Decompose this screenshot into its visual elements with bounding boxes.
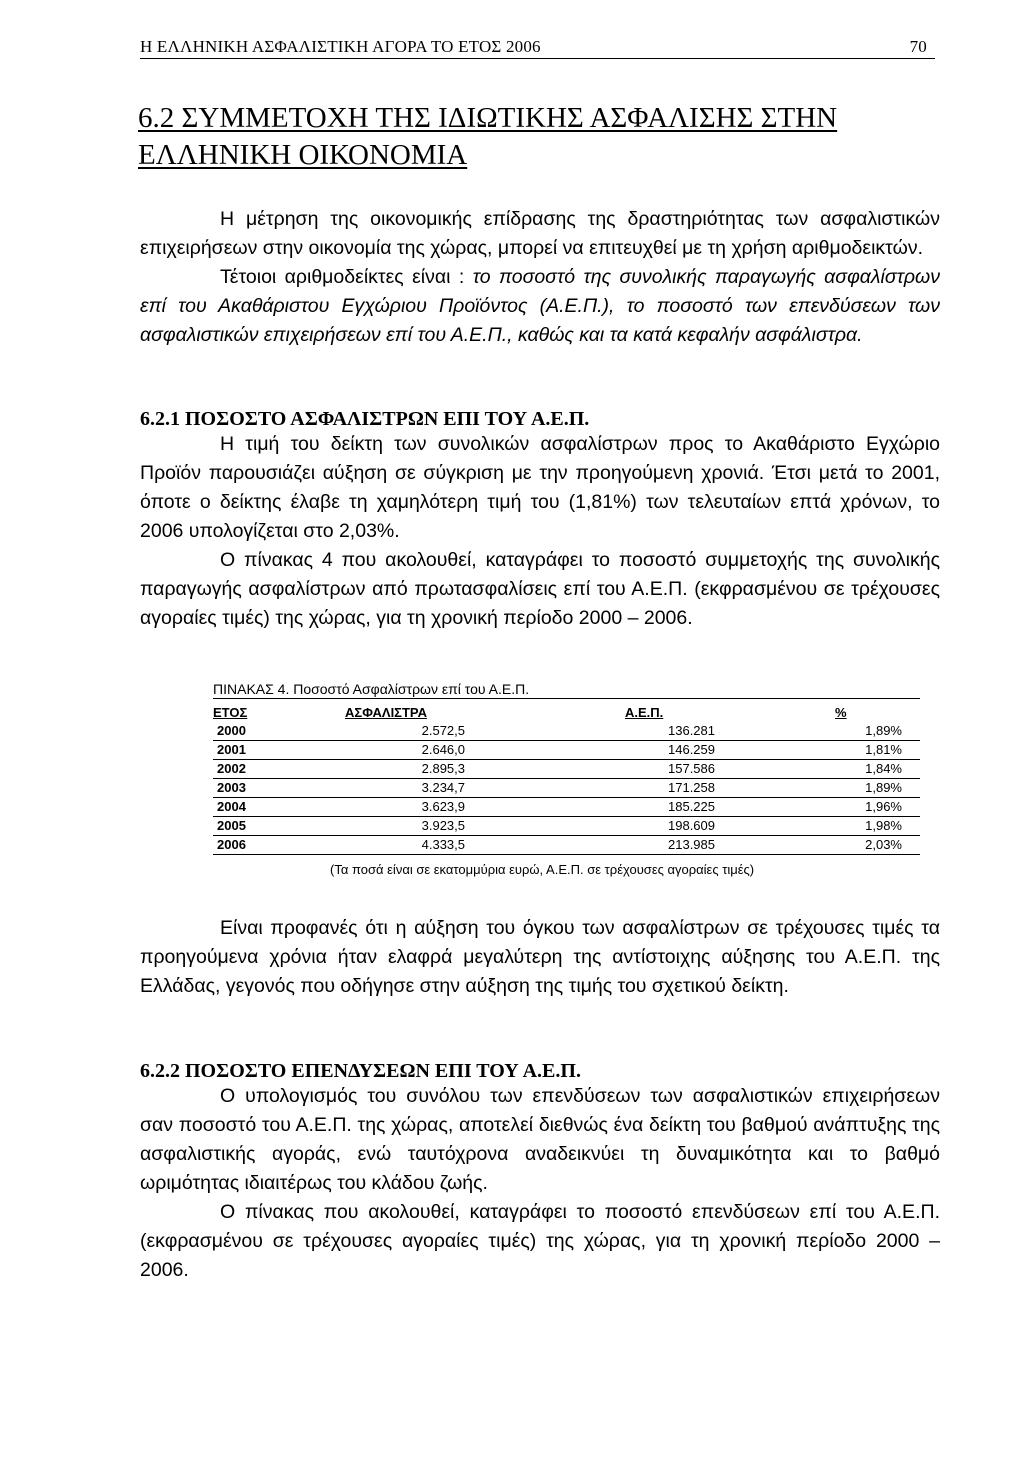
cell-premiums: 2.572,5	[295, 722, 465, 741]
cell-gdp: 171.258	[465, 779, 715, 798]
table-row	[213, 798, 920, 817]
cell-premiums: 3.923,5	[295, 817, 465, 836]
sub2-paragraph-2: Ο πίνακας που ακολουθεί, καταγράφει το ποσοστό επενδύσεων επί του Α.Ε.Π. (εκφρασμένου σε τρέχουσες αγοραίες τιμές) της χώρας, για τη χρονική περίοδο 2000 – 2006.	[140, 1201, 940, 1281]
cell-premiums: 3.623,9	[295, 798, 465, 817]
cell-percent: 1,81%	[715, 741, 920, 760]
cell-year: 2003	[213, 779, 295, 798]
cell-percent: 1,98%	[715, 817, 920, 836]
after-table-paragraph: Είναι προφανές ότι η αύξηση του όγκου των ασφαλίστρων σε τρέχουσες τιμές τα προηγούμενα χρόνια ήταν ελαφρά μεγαλύτερη της αντίστοιχης αύξησης του Α.Ε.Π. της Ελλάδας, γεγονός που οδήγησε στην αύξηση της τιμής του σχετικού δείκτη.	[140, 917, 940, 997]
col-header-year: ΕΤΟΣ	[213, 705, 248, 720]
cell-premiums: 3.234,7	[295, 779, 465, 798]
cell-premiums: 2.895,3	[295, 760, 465, 779]
cell-gdp: 185.225	[465, 798, 715, 817]
col-header-gdp: Α.Ε.Π.	[625, 705, 664, 720]
running-title: Η ΕΛΛΗΝΙΚΗ ΑΣΦΑΛΙΣΤΙΚΗ ΑΓΟΡΑ ΤΟ ΕΤΟΣ 2006	[140, 37, 541, 56]
sub2-block	[140, 1082, 940, 1285]
page-number: 70	[909, 37, 927, 56]
cell-year: 2006	[213, 836, 295, 855]
section-title: 6.2 ΣΥΜΜΕΤΟΧΗ ΤΗΣ ΙΔΙΩΤΙΚΗΣ ΑΣΦΑΛΙΣΗΣ ΣΤΗΝ ΕΛΛΗΝΙΚΗ ΟΙΚΟΝΟΜΙΑ	[138, 102, 838, 171]
running-header	[140, 36, 935, 59]
sub1-paragraph-2: Ο πίνακας 4 που ακολουθεί, καταγράφει το ποσοστό συμμετοχής της συνολικής παραγωγής ασφαλίστρων από πρωτασφαλίσεις επί του Α.Ε.Π. (εκφρασμένου σε τρέχουσες αγοραίες τιμές) της χώρας, για τη χρονική περίοδο 2000 – 2006.	[140, 549, 940, 629]
cell-percent: 1,84%	[715, 760, 920, 779]
cell-year: 2005	[213, 817, 295, 836]
table-row	[213, 779, 920, 798]
sub1-paragraph-1: Η τιμή του δείκτη των συνολικών ασφαλίστρων προς το Ακαθάριστο Εγχώριο Προϊόν παρουσιάζει αύξηση σε σύγκριση με την προηγούμενη χρονιά. Έτσι μετά το 2001, όποτε ο δείκτης έλαβε τη χαμηλότερη τιμή του (1,81%) των τελευταίων επτά χρόνων, το 2006 υπολογίζεται στο 2,03%.	[140, 433, 940, 542]
cell-gdp: 146.259	[465, 741, 715, 760]
cell-year: 2001	[213, 741, 295, 760]
col-header-percent: %	[835, 705, 847, 720]
sub2-paragraph-1: Ο υπολογισμός του συνόλου των επενδύσεων των ασφαλιστικών επιχειρήσεων σαν ποσοστό του Α.Ε.Π. της χώρας, αποτελεί διεθνώς ένα δείκτη του βαθμού ανάπτυξης της ασφαλιστικής αγοράς, ενώ ταυτόχρονα αναδεικνύει τη δυναμικότητα και το βαθμό ωριμότητας ιδιαιτέρως του κλάδου ζωής.	[140, 1085, 940, 1194]
cell-percent: 1,96%	[715, 798, 920, 817]
table-row	[213, 817, 920, 836]
cell-premiums: 4.333,5	[295, 836, 465, 855]
cell-percent: 2,03%	[715, 836, 920, 855]
cell-percent: 1,89%	[715, 779, 920, 798]
sub1-block	[140, 430, 940, 633]
intro-block	[140, 205, 940, 350]
table-row	[213, 722, 920, 741]
table-header-row	[213, 704, 920, 722]
col-header-premiums: ΑΣΦΑΛΙΣΤΡΑ	[345, 705, 428, 720]
premiums-table	[213, 704, 920, 855]
cell-year: 2002	[213, 760, 295, 779]
table-caption: ΠΙΝΑΚΑΣ 4. Ποσοστό Ασφαλίστρων επί του Α.Ε.Π.	[213, 680, 920, 699]
cell-year: 2000	[213, 722, 295, 741]
table-row	[213, 741, 920, 760]
table-row	[213, 760, 920, 779]
subsection-title-1: 6.2.1 ΠΟΣΟΣΤΟ ΑΣΦΑΛΙΣΤΡΩΝ ΕΠΙ ΤΟΥ Α.Ε.Π.	[140, 408, 590, 430]
intro-paragraph: Η μέτρηση της οικονομικής επίδρασης της δραστηριότητας των ασφαλιστικών επιχειρήσεων στην οικονομία της χώρας, μπορεί να επιτευχθεί με τη χρήση αριθμοδεικτών.	[140, 208, 940, 259]
subsection-title-2: 6.2.2 ΠΟΣΟΣΤΟ ΕΠΕΝΔΥΣΕΩΝ ΕΠΙ ΤΟΥ Α.Ε.Π.	[140, 1060, 581, 1082]
intro-p2-italic: το ποσοστό της συνολικής παραγωγής ασφαλίστρων επί του Ακαθάριστου Εγχώριου Προϊόντος (Α.Ε.Π.), το ποσοστό των επενδύσεων των ασφαλιστικών επιχειρήσεων επί του Α.Ε.Π., καθώς και τα κατά κεφαλήν ασφάλιστρα.	[140, 266, 940, 346]
intro-p2-plain: Τέτοιοι αριθμοδείκτες είναι :	[220, 266, 473, 288]
after-table-block	[140, 914, 940, 1001]
cell-premiums: 2.646,0	[295, 741, 465, 760]
cell-gdp: 198.609	[465, 817, 715, 836]
cell-year: 2004	[213, 798, 295, 817]
table-row	[213, 836, 920, 855]
cell-percent: 1,89%	[715, 722, 920, 741]
table-note: (Τα ποσά είναι σε εκατομμύρια ευρώ, Α.Ε.Π. σε τρέχουσες αγοραίες τιμές)	[330, 862, 755, 877]
intro-paragraph-2	[140, 263, 940, 350]
cell-gdp: 136.281	[465, 722, 715, 741]
cell-gdp: 213.985	[465, 836, 715, 855]
cell-gdp: 157.586	[465, 760, 715, 779]
